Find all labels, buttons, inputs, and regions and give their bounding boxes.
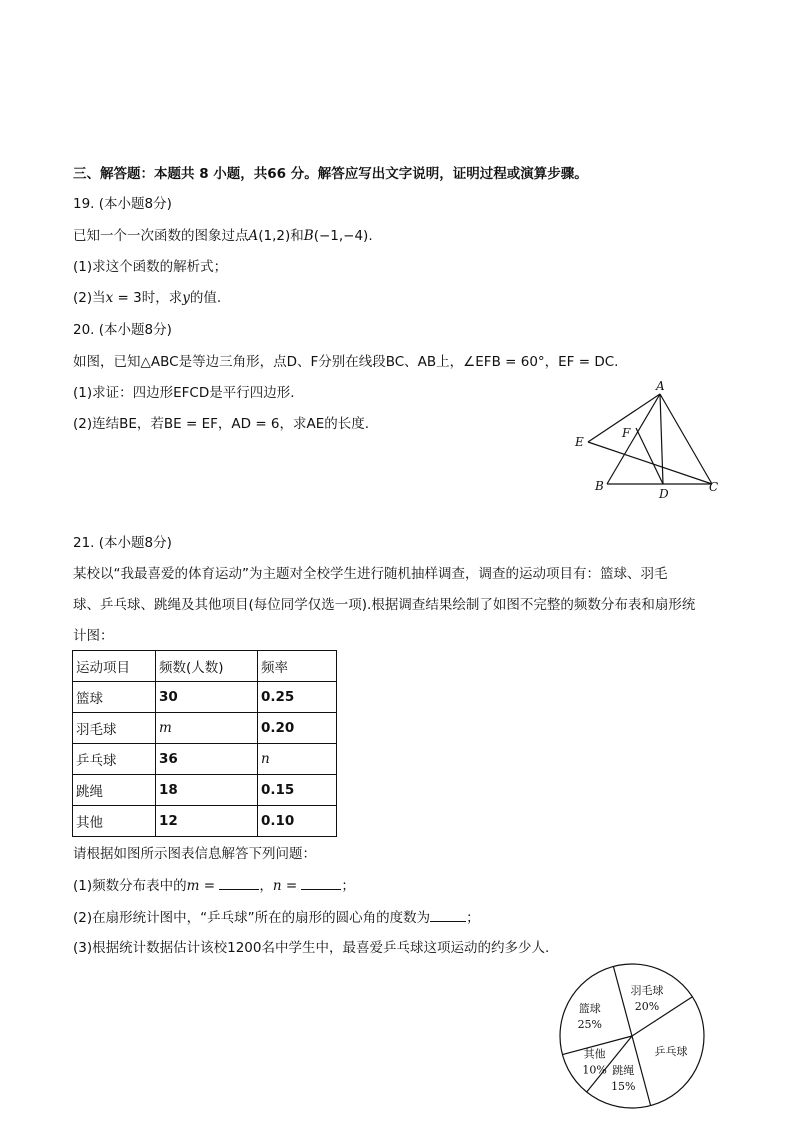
- q21-var-n: n =: [272, 878, 302, 894]
- q19-point-a: A: [248, 228, 259, 244]
- table-row: [73, 744, 337, 775]
- pie-slice-percent: 15%: [611, 1079, 636, 1093]
- segment-ab: [607, 394, 660, 484]
- answer-blank-angle[interactable]: [430, 907, 466, 922]
- segment-ad: [660, 394, 663, 484]
- q19-var-x: x: [105, 290, 114, 306]
- q19-part2-text-b: 时，求: [141, 290, 183, 306]
- table-row: [73, 682, 337, 713]
- table-row: [73, 713, 337, 744]
- q21-number: 21. (本小题8分): [73, 535, 172, 551]
- pie-slice-percent: 10%: [582, 1063, 607, 1077]
- pie-slice-label: 乒乓球: [654, 1045, 688, 1058]
- table-cell: 跳绳: [73, 775, 156, 806]
- q21-stem-line1: 某校以“我最喜爱的体育运动”为主题对全校学生进行随机抽样调查，调查的运动项目有：篮球、羽毛: [73, 566, 668, 582]
- table-cell: 36: [156, 744, 258, 775]
- segment-fc: [636, 428, 663, 484]
- table-cell: n: [258, 744, 337, 775]
- q21-part1: [73, 875, 355, 896]
- label-f: F: [622, 426, 631, 440]
- q19-part2-text-a: (2)当: [73, 290, 106, 306]
- q21-part3: (3)根据统计数据估计该校1200名中学生中，最喜爱乒乓球这项运动的约多少人.: [73, 940, 550, 956]
- q19-point-b: B: [303, 228, 314, 244]
- q21-part2-end: ；: [466, 910, 480, 926]
- table-row: [73, 806, 337, 837]
- q21-sep: ，: [259, 878, 273, 894]
- table-cell: 乒乓球: [73, 744, 156, 775]
- q19-part1: (1)求这个函数的解析式；: [73, 259, 228, 275]
- pie-slice-label: 篮球: [578, 1002, 601, 1016]
- table-cell: 12: [156, 806, 258, 837]
- q19-eq: = 3: [113, 290, 142, 306]
- q21-instruction: 请根据如图所示图表信息解答下列问题：: [73, 846, 316, 862]
- q19-coord-a: (1,2): [258, 228, 291, 244]
- table-header-row: [73, 651, 337, 682]
- header-cell: 频数(人数): [156, 651, 258, 682]
- q19-coord-b: (−1,−4): [313, 228, 369, 244]
- q19-stem-end: .: [368, 228, 373, 244]
- q21-part1-text: (1)频数分布表中的: [73, 878, 187, 894]
- q19-part2-text-c: 的值.: [189, 290, 222, 306]
- q19-var-y: y: [182, 290, 190, 306]
- pie-slice-percent: 25%: [577, 1018, 603, 1032]
- pie-slice-label: 其他: [583, 1047, 606, 1061]
- table-cell: 篮球: [73, 682, 156, 713]
- label-d: D: [659, 487, 669, 501]
- frequency-table: [72, 650, 337, 837]
- q19-stem: [73, 226, 373, 246]
- table-cell: 30: [156, 682, 258, 713]
- q21-part2: [73, 907, 480, 928]
- answer-blank-m[interactable]: [219, 875, 259, 890]
- q21-var-m: m =: [186, 878, 220, 894]
- table-cell: 其他: [73, 806, 156, 837]
- label-a: A: [656, 379, 665, 393]
- q20-part1: (1)求证：四边形EFCD是平行四边形.: [73, 385, 295, 401]
- table-cell: m: [156, 713, 258, 744]
- triangle-figure: [570, 376, 730, 506]
- answer-blank-n[interactable]: [301, 875, 341, 890]
- header-cell: 运动项目: [73, 651, 156, 682]
- segment-ec: [588, 442, 712, 484]
- q21-part2-text: (2)在扇形统计图中，“乒乓球”所在的扇形的圆心角的度数为: [73, 910, 431, 926]
- table-row: [73, 775, 337, 806]
- pie-chart: [550, 960, 714, 1110]
- q20-stem: 如图，已知△ABC是等边三角形，点D、F分别在线段BC、AB上，∠EFB = 60°，EF = DC.: [73, 354, 619, 370]
- label-b: B: [595, 479, 604, 493]
- pie-slice-boundary: [613, 967, 632, 1037]
- pie-slice-label: 跳绳: [612, 1063, 635, 1077]
- table-cell: 0.10: [258, 806, 337, 837]
- pie-slice-boundary: [632, 1036, 651, 1106]
- q21-stem-line3: 计图：: [73, 628, 114, 644]
- q19-number: 19. (本小题8分): [73, 196, 172, 212]
- header-cell: 频率: [258, 651, 337, 682]
- table-cell: 0.20: [258, 713, 337, 744]
- table-cell: 0.15: [258, 775, 337, 806]
- q20-number: 20. (本小题8分): [73, 322, 172, 338]
- q21-stem-line2: 球、乒乓球、跳绳及其他项目(每位同学仅选一项).根据调查结果绘制了如图不完整的频数分布表和扇形统: [73, 597, 696, 613]
- pie-slice-label: 羽毛球: [630, 984, 664, 997]
- q19-and: 和: [290, 228, 304, 244]
- section-heading: 三、解答题：本题共 8 小题，共66 分。解答应写出文字说明，证明过程或演算步骤。: [73, 166, 588, 182]
- label-e: E: [575, 435, 584, 449]
- q19-stem-text: 已知一个一次函数的图象过点: [73, 228, 249, 244]
- table-cell: 18: [156, 775, 258, 806]
- table-cell: 0.25: [258, 682, 337, 713]
- q19-part2: [73, 288, 221, 308]
- segment-ac: [660, 394, 712, 484]
- label-c: C: [709, 480, 719, 494]
- pie-slice-percent: 20%: [634, 1000, 660, 1013]
- table-cell: 羽毛球: [73, 713, 156, 744]
- q20-part2: (2)连结BE，若BE = EF，AD = 6，求AE的长度.: [73, 416, 370, 432]
- q21-part1-end: ；: [341, 878, 355, 894]
